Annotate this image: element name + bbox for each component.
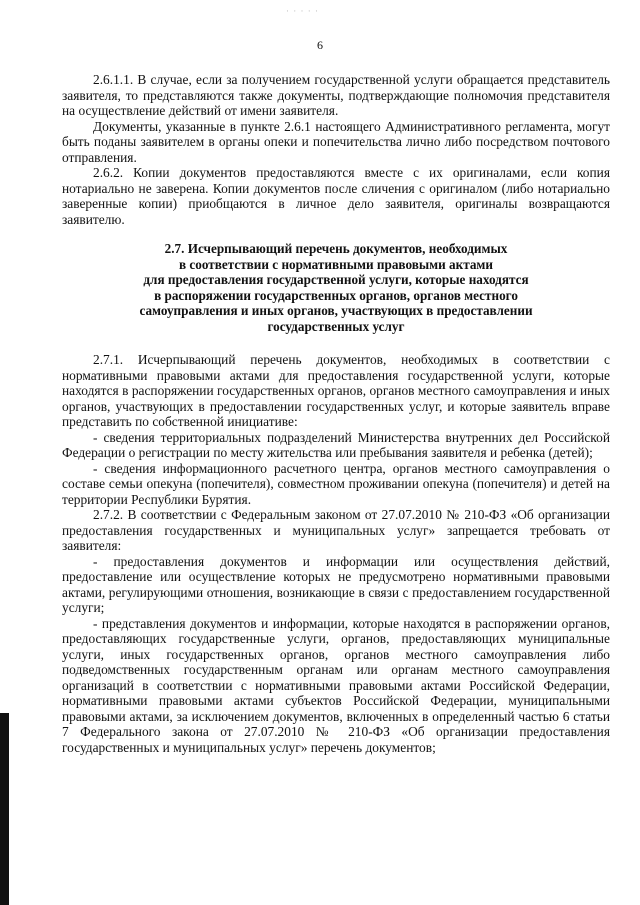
heading-line: в соответствии с нормативными правовыми актами xyxy=(178,256,494,272)
heading-line: 2.7. Исчерпывающий перечень документов, необходимых xyxy=(164,241,508,256)
heading-line: в распоряжении государственных органов, органов местного xyxy=(154,287,518,303)
list-item-mvd-info: - сведения территориальных подразделений Министерства внутренних дел Российской Федерации о регистрации по месту жительства или пребывания заявителя и ребенка (детей); xyxy=(62,429,610,460)
heading-line: для предоставления государственной услуги, которые находятся xyxy=(143,272,529,287)
list-item-prohibited-actions: - предоставления документов и информации или осуществления действий, предоставление или осуществление которых не предусмотрено нормативными правовыми актами, регулирующими отношения, возникающие в связи с предоставлением государственной услуги; xyxy=(62,553,610,615)
heading-line: государственных услуг xyxy=(267,318,405,334)
list-item-family-info: - сведения информационного расчетного центра, органов местного самоуправления о составе семьи опекуна (попечителя), совместном проживании опекуна (попечителя) и детей на территории Республики Бурятия. xyxy=(62,460,610,507)
paragraph-2-6-1-1: 2.6.1.1. В случае, если за получением государственной услуги обращается представитель заявителя, то представляются также документы, подтверждающие полномочия представителя на осуществление действий от имени заявителя. xyxy=(62,72,610,118)
scan-edge-shadow xyxy=(0,713,9,905)
list-item-prohibited-documents: - представления документов и информации, которые находятся в распоряжении органов, предоставляющих государственные услуги, органов, предоставляющих муниципальные услуги, иных государственных органов, органов местного самоуправления либо подведомственных государственным органам или органам местного самоуправления организаций в соответствии с нормативными правовыми актами Российской Федерации, нормативными правовыми актами субъектов Российской Федерации, муниципальными правовыми актами, за исключением документов, включенных в определенный частью 6 статьи 7 Федерального закона от 27.07.2010 № 210-ФЗ «Об организации предоставления государственных и муниципальных услуг» перечень документов; xyxy=(62,615,610,755)
heading-line: самоуправления и иных органов, участвующих в предоставлении xyxy=(139,303,533,318)
section-heading-2-7 xyxy=(96,241,576,334)
paragraph-2-7-1: 2.7.1. Исчерпывающий перечень документов, необходимых в соответствии с нормативными правовыми актами для предоставления государственной услуги, которые находятся в распоряжении государственных органов, органов местного самоуправления и иных органов, участвующих в предоставлении государственных услуг, и которые заявитель вправе представить по собственной инициативе: xyxy=(62,352,610,429)
scan-marks: · · · · · xyxy=(286,6,319,16)
paragraph-documents-submission: Документы, указанные в пункте 2.6.1 настоящего Административного регламента, могут быть поданы заявителем в органы опеки и попечительства лично либо посредством почтового отправления. xyxy=(62,118,610,165)
document-body xyxy=(62,72,610,755)
page-number: 6 xyxy=(317,38,323,52)
paragraph-2-7-2: 2.7.2. В соответствии с Федеральным законом от 27.07.2010 № 210-ФЗ «Об организации предоставления государственных и муниципальных услуг» запрещается требовать от заявителя: xyxy=(62,507,610,553)
paragraph-2-6-2: 2.6.2. Копии документов предоставляются вместе с их оригиналами, если копия нотариально не заверена. Копии документов после сличения с оригиналом (либо нотариально заверенные копии) приобщаются в личное дело заявителя, оригиналы возвращаются заявителю. xyxy=(62,165,610,227)
